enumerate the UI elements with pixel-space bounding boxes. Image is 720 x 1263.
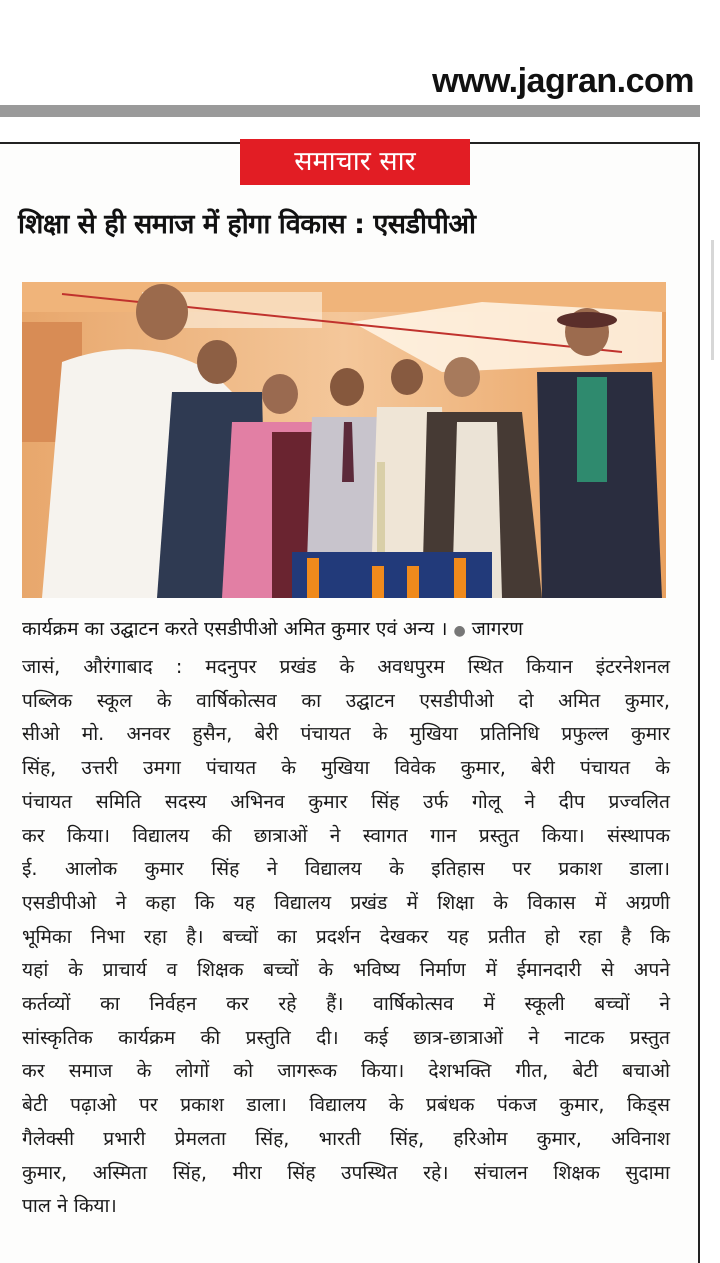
body-line: यहां के प्राचार्य व शिक्षक बच्चों के भविष्य निर्माण में ईमानदारी से अपने [22,958,670,982]
section-label: समाचार सार [240,139,470,185]
body-line: कुमार, अस्मिता सिंह, मीरा सिंह उपस्थित रहे। संचालन शिक्षक सुदामा [22,1160,670,1184]
photo-caption [22,615,672,641]
site-url: www.jagran.com [432,62,694,100]
body-line: बेटी पढ़ाओ पर प्रकाश डाला। विद्यालय के प्रबंधक पंकज कुमार, किड्स [22,1093,670,1117]
page-edge-shadow [711,240,714,360]
credit-bullet-icon: ● [453,623,466,639]
body-line: सीओ मो. अनवर हुसैन, बेरी पंचायत के मुखिया प्रतिनिधि प्रफुल्ल कुमार [22,722,670,746]
article-headline: शिक्षा से ही समाज में होगा विकास : एसडीपीओ [18,209,476,240]
body-line: सिंह, उत्तरी उमगा पंचायत के मुखिया विवेक कुमार, बेरी पंचायत के [22,756,670,780]
body-line: कर समाज के लोगों को जागरूक किया। देशभक्ति गीत, बेटी बचाओ [22,1059,670,1083]
body-line: भूमिका निभा रहा है। बच्चों का प्रदर्शन देखकर यह प्रतीत हो रहा है कि [22,924,670,948]
body-line: गैलेक्सी प्रभारी प्रेमलता सिंह, भारती सिंह, हरिओम कुमार, अविनाश [22,1126,670,1150]
body-line: ई. आलोक कुमार सिंह ने विद्यालय के इतिहास पर प्रकाश डाला। [22,857,670,881]
body-line: कर्तव्यों का निर्वहन कर रहे हैं। वार्षिकोत्सव में स्कूली बच्चों ने [22,992,670,1016]
header-divider [0,105,700,117]
article-photo [22,282,666,598]
body-line: पाल ने किया। [22,1194,117,1218]
body-line: कर किया। विद्यालय की छात्राओं ने स्वागत गान प्रस्तुत किया। संस्थापक [22,823,670,847]
body-line: जासं, औरंगाबाद : मदनुपर प्रखंड के अवधपुरम स्थित कियान इंटरनेशनल [22,655,670,678]
body-line: पंचायत समिति सदस्य अभिनव कुमार सिंह उर्फ गोलू ने दीप प्रज्वलित [22,789,670,813]
body-line: एसडीपीओ ने कहा कि यह विद्यालय प्रखंड में शिक्षा के विकास में अग्रणी [22,890,670,914]
photo-credit: जागरण [471,618,523,640]
photo-caption-text: कार्यक्रम का उद्घाटन करते एसडीपीओ अमित कुमार एवं अन्य । [22,618,448,640]
body-line: सांस्कृतिक कार्यक्रम की प्रस्तुति दी। कई छात्र-छात्राओं ने नाटक प्रस्तुत [22,1025,670,1049]
body-line: पब्लिक स्कूल के वार्षिकोत्सव का उद्घाटन एसडीपीओ दो अमित कुमार, [22,688,670,712]
article-body [22,650,670,1223]
